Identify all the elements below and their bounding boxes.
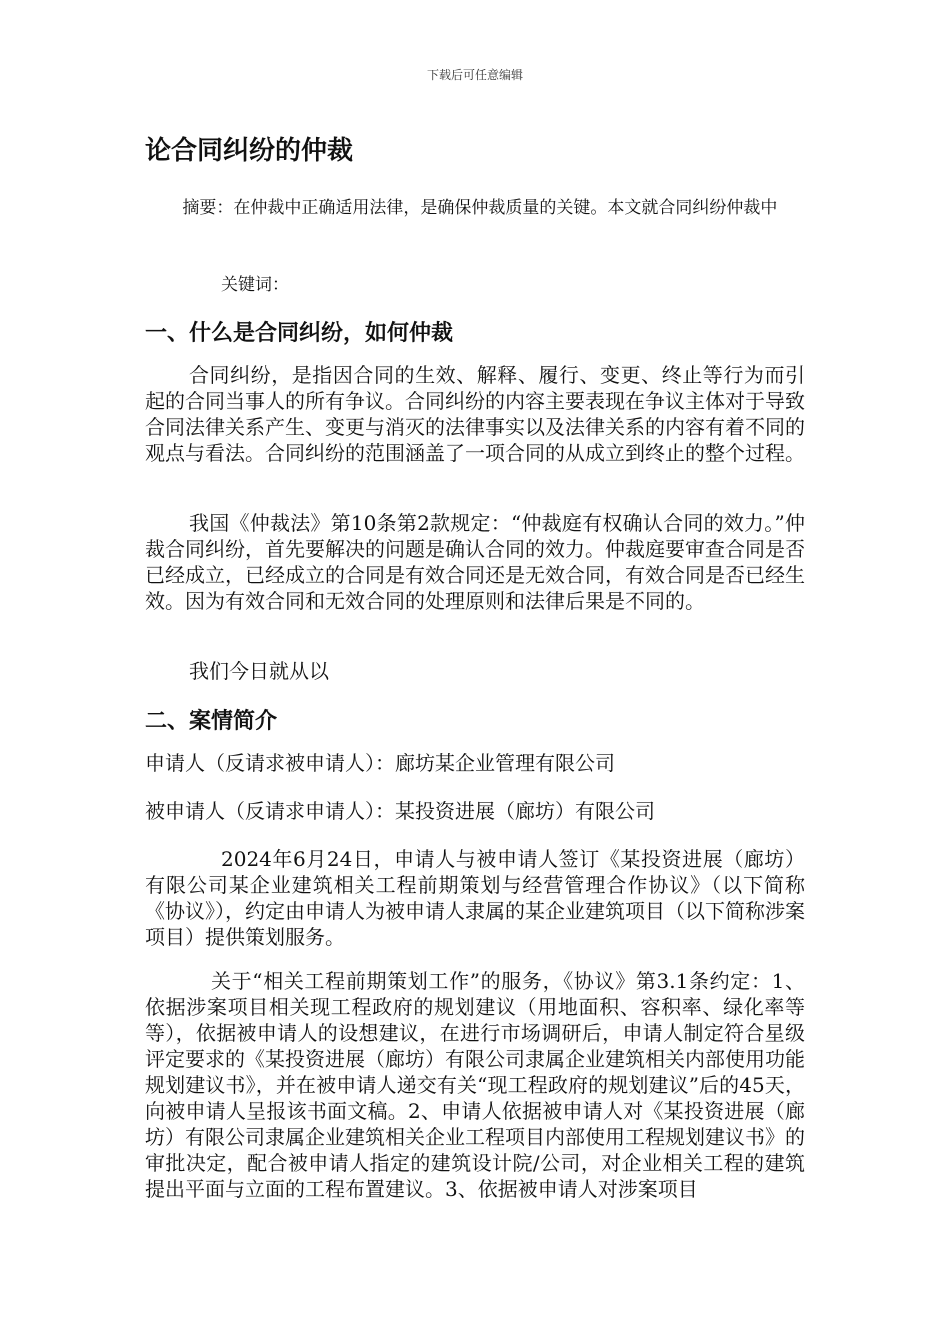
section-heading-1: 一、什么是合同纠纷，如何仲裁: [145, 321, 454, 346]
section-heading-2: 二、案情简介: [145, 709, 278, 734]
respondent-line: 被申请人（反请求申请人）：某投资进展（廊坊）有限公司: [145, 799, 655, 823]
paragraph: 2024年6月24日，申请人与被申请人签订《某投资进展（廊坊）有限公司某企业建筑相关工程前期策划与经营管理合作协议》（以下简称《协议》），约定由申请人为被申请人隶属的某企业建筑项目（以下简称涉案项目）提供策划服务。: [145, 847, 805, 949]
paragraph: 关于“相关工程前期策划工作”的服务，《协议》第3.1条约定：1、依据涉案项目相关现工程政府的规划建议（用地面积、容积率、绿化率等等），依据被申请人的设想建议，在进行市场调研后，申请人制定符合星级评定要求的《某投资进展（廊坊）有限公司隶属企业建筑相关内部使用功能规划建议书》，并在被申请人递交有关“现工程政府的规划建议”后的45天，向被申请人呈报该书面文稿。2、申请人依据被申请人对《某投资进展（廊坊）有限公司隶属企业建筑相关企业工程项目内部使用工程规划建议书》的审批决定，配合被申请人指定的建筑设计院/公司，对企业相关工程的建筑提出平面与立面的工程布置建议。3、依据被申请人对涉案项目: [145, 969, 805, 1201]
keywords: 关键词：: [221, 275, 289, 295]
paragraph: 我们今日就从以: [189, 659, 329, 683]
page-title: 论合同纠纷的仲裁: [145, 136, 354, 166]
abstract: 摘要：在仲裁中正确适用法律，是确保仲裁质量的关键。本文就合同纠纷仲裁中: [182, 198, 778, 218]
header-note: 下载后可任意编辑: [426, 68, 523, 82]
paragraph: 我国《仲裁法》第10条第2款规定：“仲裁庭有权确认合同的效力。”仲裁合同纠纷，首先要解决的问题是确认合同的效力。仲裁庭要审查合同是否已经成立，已经成立的合同是有效合同还是无效合同，有效合同是否已经生效。因为有效合同和无效合同的处理原则和法律后果是不同的。: [145, 511, 805, 613]
paragraph: 合同纠纷，是指因合同的生效、解释、履行、变更、终止等行为而引起的合同当事人的所有争议。合同纠纷的内容主要表现在争议主体对于导致合同法律关系产生、变更与消灭的法律事实以及法律关系的内容有着不同的观点与看法。合同纠纷的范围涵盖了一项合同的从成立到终止的整个过程。: [145, 363, 805, 465]
applicant-line: 申请人（反请求被申请人）：廊坊某企业管理有限公司: [145, 751, 615, 775]
